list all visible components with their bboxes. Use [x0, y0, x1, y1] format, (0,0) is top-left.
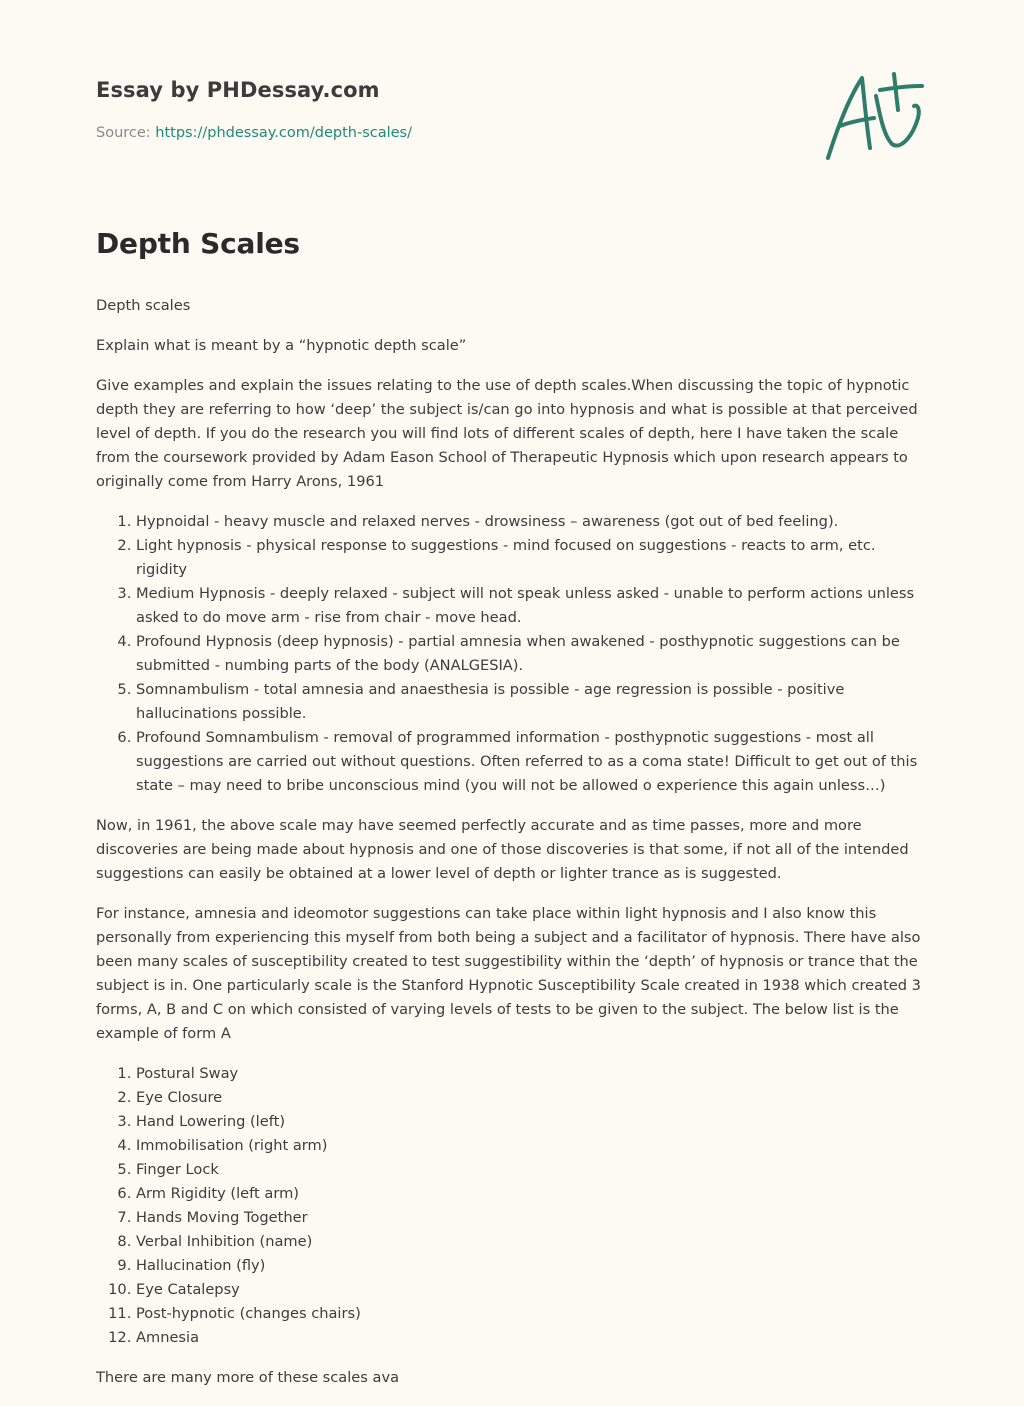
- list-item: 5. Somnambulism - total amnesia and anaesthesia is possible - age regression is possible - positive hallucinations possible.: [136, 678, 926, 726]
- page-header: [96, 76, 696, 143]
- list-item: 3. Hand Lowering (left): [136, 1110, 926, 1134]
- list-item: 12. Amnesia: [136, 1326, 926, 1350]
- form-a-list: [96, 1062, 926, 1350]
- a-plus-grade-logo-icon: [818, 66, 930, 166]
- source-label: Source:: [96, 125, 156, 141]
- list-item: 6. Profound Somnambulism - removal of programmed information - posthypnotic suggestions - most all suggestions are carried out without questions. Often referred to as a coma state! Difficult to get out of this state – may need to bribe unconscious mind (you will not be allowed o experience this again unless…): [136, 726, 926, 798]
- paragraph-more-scales: There are many more of these scales ava: [96, 1369, 400, 1386]
- depth-scale-list: [96, 510, 926, 798]
- article: [96, 224, 926, 1406]
- paragraph-stanford: For instance, amnesia and ideomotor suggestions can take place within light hypnosis and I also know this personally from experiencing this myself from both being a subject and a facilitator of hypnosis. There have also been many scales of susceptibility created to test suggestibility within the ‘depth’ of hypnosis or trance that the subject is in. One particularly scale is the Stanford Hypnotic Susceptibility Scale created in 1938 which created 3 forms, A, B and C on which consisted of varying levels of tests to be given to the subject. The below list is the example of form A: [96, 905, 921, 1042]
- list-item: 3. Medium Hypnosis - deeply relaxed - subject will not speak unless asked - unable to perform actions unless asked to do move arm - rise from chair - move head.: [136, 582, 926, 630]
- source-line: [96, 123, 696, 143]
- list-item: 9. Hallucination (fly): [136, 1254, 926, 1278]
- list-item: 10. Eye Catalepsy: [136, 1278, 926, 1302]
- paragraph-discoveries: Now, in 1961, the above scale may have seemed perfectly accurate and as time passes, more and more discoveries are being made about hypnosis and one of those discoveries is that some, if not all of the intended suggestions can easily be obtained at a lower level of depth or lighter trance as is suggested.: [96, 817, 909, 882]
- site-brand: Essay by PHDessay.com: [96, 78, 380, 102]
- list-item: 6. Arm Rigidity (left arm): [136, 1182, 926, 1206]
- list-item: 5. Finger Lock: [136, 1158, 926, 1182]
- article-title: Depth Scales: [96, 227, 300, 260]
- paragraph-subtitle: Depth scales: [96, 297, 191, 314]
- list-item: 8. Verbal Inhibition (name): [136, 1230, 926, 1254]
- paragraph-intro: Give examples and explain the issues relating to the use of depth scales.When discussing the topic of hypnotic depth they are referring to how ‘deep’ the subject is/can go into hypnosis and what is possible at that perceived level of depth. If you do the research you will find lots of different scales of depth, here I have taken the scale from the coursework provided by Adam Eason School of Therapeutic Hypnosis which upon research appears to originally come from Harry Arons, 1961: [96, 377, 918, 490]
- source-link[interactable]: https://phdessay.com/depth-scales/: [155, 125, 412, 141]
- list-item: 1. Postural Sway: [136, 1062, 926, 1086]
- list-item: 4. Profound Hypnosis (deep hypnosis) - partial amnesia when awakened - posthypnotic suggestions can be submitted - numbing parts of the body (ANALGESIA).: [136, 630, 926, 678]
- list-item: 4. Immobilisation (right arm): [136, 1134, 926, 1158]
- list-item: 11. Post-hypnotic (changes chairs): [136, 1302, 926, 1326]
- list-item: 2. Eye Closure: [136, 1086, 926, 1110]
- list-item: 2. Light hypnosis - physical response to suggestions - mind focused on suggestions - reacts to arm, etc. rigidity: [136, 534, 926, 582]
- list-item: 1. Hypnoidal - heavy muscle and relaxed nerves - drowsiness – awareness (got out of bed feeling).: [136, 510, 926, 534]
- paragraph-question: Explain what is meant by a “hypnotic depth scale”: [96, 337, 467, 354]
- list-item: 7. Hands Moving Together: [136, 1206, 926, 1230]
